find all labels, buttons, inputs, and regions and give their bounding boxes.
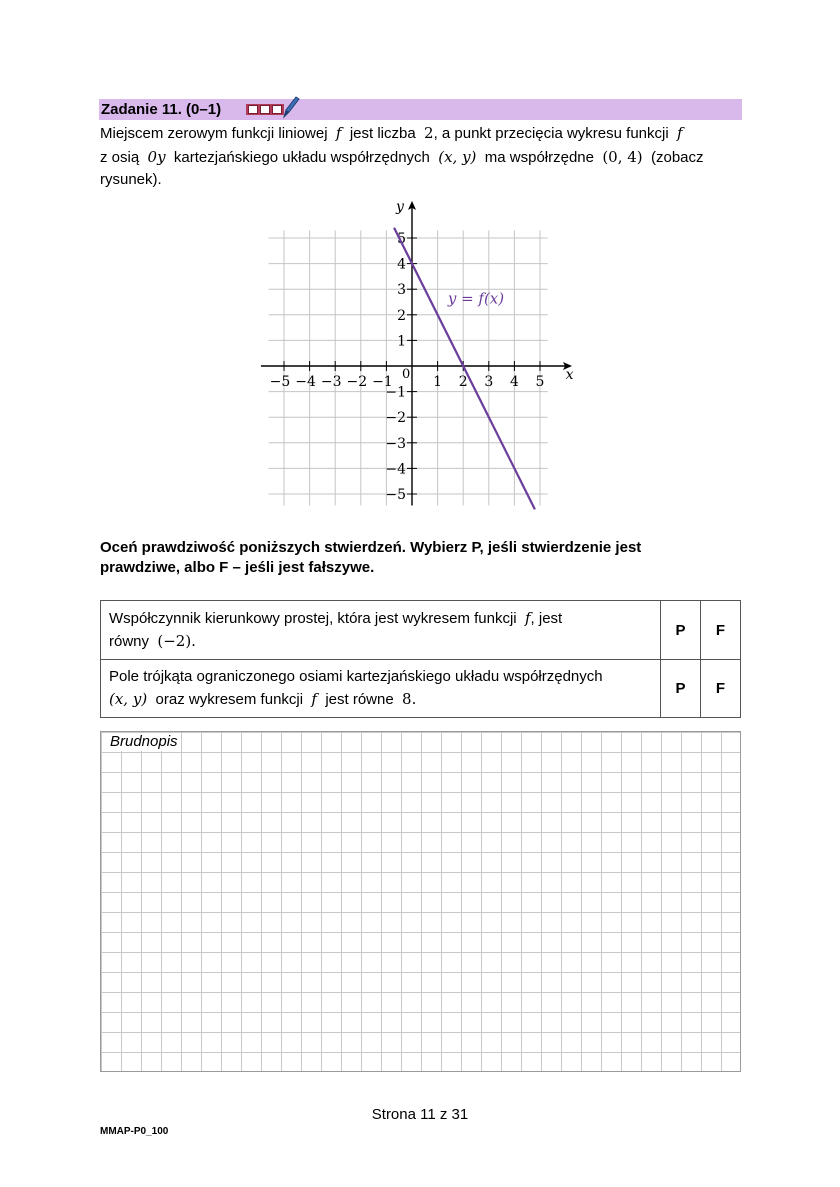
x-tick-label: 4	[509, 374, 519, 390]
series-group	[394, 228, 535, 510]
question-line-2: prawdziwe, albo F – jeśli jest fałszywe.	[100, 559, 375, 576]
statement-1-option-p[interactable]: P	[661, 601, 701, 660]
scratch-label: Brudnopis	[110, 733, 178, 750]
question-line-1: Oceń prawdziwość poniższych stwierdzeń. Wybierz P, jeśli stwierdzenie jest	[100, 539, 642, 556]
intro-line-2: z osią 0y kartezjańskiego układu współrzędnych (x, y) ma współrzędne (0, 4) (zobacz	[100, 148, 704, 166]
y-tick-label: 3	[397, 282, 406, 299]
function-annotation: y = f(x)	[447, 289, 505, 308]
x-tick-label: −4	[295, 374, 316, 390]
origin-label: 0	[402, 367, 411, 382]
series-line-f	[394, 228, 535, 510]
x-tick-label: −1	[372, 374, 393, 390]
intro-line-3: rysunek).	[100, 171, 162, 188]
function-graph	[255, 195, 595, 515]
y-tick-label: 5	[397, 231, 406, 247]
y-tick-label: −2	[385, 410, 406, 427]
task-title: Zadanie 11. (0–1)	[101, 101, 222, 118]
statement-2-text: Pole trójkąta ograniczonego osiami kartezjańskiego układu współrzędnych (x, y) oraz wykresem funkcji f jest równe 8.	[101, 660, 661, 718]
statement-1-option-f[interactable]: F	[701, 601, 741, 660]
statement-2-option-f[interactable]: F	[701, 660, 741, 718]
x-tick-label: −5	[269, 374, 291, 390]
y-tick-label: −1	[385, 384, 406, 401]
y-tick-label: −3	[385, 435, 406, 452]
x-tick-label: 3	[484, 374, 494, 390]
statement-2-option-p[interactable]: P	[661, 660, 701, 718]
true-false-table	[100, 600, 741, 718]
pen-icon	[282, 95, 300, 119]
x-tick-label: 1	[433, 374, 443, 390]
y-tick-label: 1	[397, 333, 406, 350]
statement-row-2	[101, 660, 741, 718]
scratch-grid-area	[100, 731, 741, 1072]
statement-1-text: Współczynnik kierunkowy prostej, która jest wykresem funkcji f, jest równy (−2).	[101, 601, 661, 660]
statement-row-1	[101, 601, 741, 660]
exam-code: MMAP-P0_100	[100, 1126, 169, 1137]
y-tick-label: −5	[385, 487, 406, 503]
axes	[261, 201, 572, 506]
x-tick-label: −2	[346, 374, 368, 390]
y-tick-label: 2	[397, 307, 406, 324]
x-axis-label: x	[565, 367, 574, 383]
intro-line-1: Miejscem zerowym funkcji liniowej f jest liczba 2, a punkt przecięcia wykresu funkcji f	[100, 124, 683, 142]
y-tick-label: −4	[385, 461, 406, 478]
page-number: Strona 11 z 31	[371, 1106, 469, 1123]
y-tick-label: 4	[397, 256, 406, 273]
axis-tick-labels	[270, 199, 574, 503]
x-tick-label: 2	[458, 374, 468, 390]
x-tick-label: 5	[535, 374, 545, 390]
x-tick-label: −3	[320, 374, 342, 390]
task-points-badge	[246, 104, 284, 115]
y-axis-label: y	[396, 199, 404, 216]
